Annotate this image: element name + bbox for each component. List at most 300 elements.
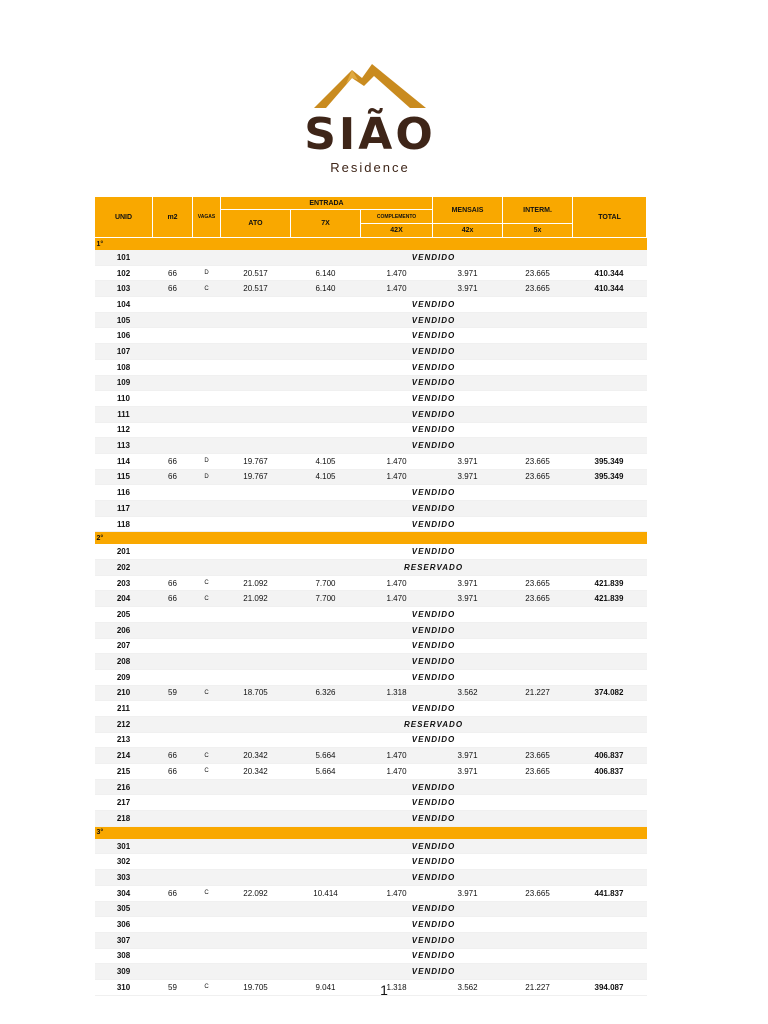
empty-cell (193, 516, 221, 532)
unit-interm: 23.665 (503, 748, 573, 764)
header-complemento: COMPLEMENTO (361, 210, 433, 224)
unit-total: 421.839 (573, 591, 647, 607)
unit-parking: D (193, 265, 221, 281)
unit-number: 214 (95, 748, 153, 764)
empty-cell (153, 901, 193, 917)
unit-interm: 23.665 (503, 281, 573, 297)
unit-area: 66 (153, 764, 193, 780)
unit-status: VENDIDO (221, 544, 647, 559)
unit-total: 374.082 (573, 685, 647, 701)
unit-7x: 6.140 (291, 281, 361, 297)
unit-row (95, 622, 647, 638)
unit-area: 66 (153, 265, 193, 281)
unit-status: VENDIDO (221, 654, 647, 670)
unit-status: VENDIDO (221, 964, 647, 980)
unit-row (95, 654, 647, 670)
unit-parking: C (193, 885, 221, 901)
unit-number: 216 (95, 779, 153, 795)
unit-row (95, 359, 647, 375)
unit-status: VENDIDO (221, 391, 647, 407)
unit-row (95, 839, 647, 854)
unit-number: 108 (95, 359, 153, 375)
unit-row (95, 964, 647, 980)
empty-cell (153, 406, 193, 422)
unit-parking: C (193, 591, 221, 607)
empty-cell (193, 485, 221, 501)
unit-number: 201 (95, 544, 153, 559)
unit-area: 66 (153, 591, 193, 607)
empty-cell (193, 560, 221, 576)
empty-cell (193, 901, 221, 917)
unit-7x: 4.105 (291, 469, 361, 485)
unit-status: VENDIDO (221, 732, 647, 748)
unit-number: 306 (95, 917, 153, 933)
empty-cell (193, 297, 221, 313)
unit-status: VENDIDO (221, 638, 647, 654)
unit-status: VENDIDO (221, 359, 647, 375)
empty-cell (153, 544, 193, 559)
unit-row (95, 701, 647, 717)
unit-row (95, 375, 647, 391)
unit-status: VENDIDO (221, 344, 647, 360)
unit-status: VENDIDO (221, 375, 647, 391)
empty-cell (153, 964, 193, 980)
empty-cell (193, 701, 221, 717)
empty-cell (153, 501, 193, 517)
unit-interm: 23.665 (503, 885, 573, 901)
empty-cell (153, 948, 193, 964)
empty-cell (153, 839, 193, 854)
unit-number: 109 (95, 375, 153, 391)
price-table-body (95, 238, 647, 996)
unit-ato: 20.342 (221, 764, 291, 780)
unit-area: 66 (153, 281, 193, 297)
header-complemento-42x: 42X (361, 224, 433, 238)
unit-row (95, 453, 647, 469)
unit-row (95, 591, 647, 607)
empty-cell (153, 344, 193, 360)
header-interm-5x: 5x (503, 224, 573, 238)
header-7x: 7X (291, 210, 361, 238)
unit-complemento: 1.470 (361, 281, 433, 297)
empty-cell (153, 795, 193, 811)
empty-cell (193, 795, 221, 811)
unit-total: 394.087 (573, 979, 647, 995)
empty-cell (153, 732, 193, 748)
unit-mensais: 3.971 (433, 748, 503, 764)
unit-row (95, 575, 647, 591)
unit-number: 305 (95, 901, 153, 917)
unit-number: 307 (95, 932, 153, 948)
floor-label: 2° (95, 532, 647, 545)
empty-cell (193, 501, 221, 517)
unit-row (95, 250, 647, 265)
unit-status: VENDIDO (221, 438, 647, 454)
unit-mensais: 3.971 (433, 764, 503, 780)
empty-cell (153, 250, 193, 265)
unit-status: RESERVADO (221, 560, 647, 576)
unit-mensais: 3.971 (433, 281, 503, 297)
empty-cell (153, 654, 193, 670)
unit-ato: 22.092 (221, 885, 291, 901)
unit-number: 113 (95, 438, 153, 454)
unit-status: VENDIDO (221, 795, 647, 811)
unit-status: VENDIDO (221, 669, 647, 685)
empty-cell (193, 948, 221, 964)
price-table (94, 196, 647, 996)
empty-cell (153, 328, 193, 344)
unit-total: 441.837 (573, 885, 647, 901)
unit-status: VENDIDO (221, 516, 647, 532)
unit-number: 217 (95, 795, 153, 811)
empty-cell (153, 811, 193, 827)
unit-parking: C (193, 764, 221, 780)
unit-ato: 21.092 (221, 575, 291, 591)
unit-area: 66 (153, 885, 193, 901)
unit-number: 302 (95, 854, 153, 870)
empty-cell (193, 622, 221, 638)
header-mensais-42x: 42x (433, 224, 503, 238)
logo (300, 58, 440, 178)
empty-cell (193, 422, 221, 438)
unit-number: 309 (95, 964, 153, 980)
unit-row (95, 485, 647, 501)
unit-status: VENDIDO (221, 932, 647, 948)
unit-row (95, 854, 647, 870)
brand-subtitle: Residence (330, 160, 410, 175)
unit-status: VENDIDO (221, 622, 647, 638)
unit-area: 59 (153, 979, 193, 995)
unit-area: 66 (153, 575, 193, 591)
unit-mensais: 3.562 (433, 685, 503, 701)
unit-status: VENDIDO (221, 870, 647, 886)
empty-cell (193, 406, 221, 422)
unit-status: VENDIDO (221, 854, 647, 870)
empty-cell (193, 732, 221, 748)
empty-cell (193, 669, 221, 685)
unit-number: 118 (95, 516, 153, 532)
brand-name: SIÃO (304, 109, 436, 160)
unit-ato: 21.092 (221, 591, 291, 607)
empty-cell (193, 870, 221, 886)
unit-total: 395.349 (573, 453, 647, 469)
unit-number: 106 (95, 328, 153, 344)
unit-7x: 6.326 (291, 685, 361, 701)
unit-number: 204 (95, 591, 153, 607)
empty-cell (153, 560, 193, 576)
unit-number: 210 (95, 685, 153, 701)
empty-cell (153, 854, 193, 870)
unit-row (95, 811, 647, 827)
unit-ato: 20.517 (221, 281, 291, 297)
unit-parking: C (193, 685, 221, 701)
unit-number: 301 (95, 839, 153, 854)
unit-number: 218 (95, 811, 153, 827)
empty-cell (153, 516, 193, 532)
unit-row (95, 901, 647, 917)
unit-row (95, 885, 647, 901)
unit-ato: 19.767 (221, 453, 291, 469)
empty-cell (153, 669, 193, 685)
unit-number: 209 (95, 669, 153, 685)
unit-7x: 5.664 (291, 748, 361, 764)
unit-ato: 19.767 (221, 469, 291, 485)
unit-row (95, 932, 647, 948)
unit-mensais: 3.971 (433, 575, 503, 591)
empty-cell (193, 375, 221, 391)
unit-complemento: 1.318 (361, 979, 433, 995)
header-vagas: VAGAS (193, 197, 221, 238)
unit-mensais: 3.971 (433, 453, 503, 469)
unit-row (95, 438, 647, 454)
unit-total: 406.837 (573, 764, 647, 780)
unit-row (95, 607, 647, 623)
unit-area: 66 (153, 469, 193, 485)
empty-cell (153, 485, 193, 501)
unit-status: VENDIDO (221, 485, 647, 501)
empty-cell (193, 638, 221, 654)
unit-number: 215 (95, 764, 153, 780)
header-ato: ATO (221, 210, 291, 238)
unit-row (95, 312, 647, 328)
unit-status: VENDIDO (221, 328, 647, 344)
unit-row (95, 391, 647, 407)
unit-row (95, 716, 647, 732)
unit-mensais: 3.971 (433, 591, 503, 607)
unit-row (95, 469, 647, 485)
unit-number: 304 (95, 885, 153, 901)
page-number: 1 (380, 982, 388, 998)
unit-interm: 21.227 (503, 979, 573, 995)
unit-number: 101 (95, 250, 153, 265)
unit-number: 213 (95, 732, 153, 748)
unit-ato: 18.705 (221, 685, 291, 701)
empty-cell (153, 422, 193, 438)
unit-number: 107 (95, 344, 153, 360)
empty-cell (193, 312, 221, 328)
unit-status: VENDIDO (221, 250, 647, 265)
unit-number: 117 (95, 501, 153, 517)
unit-interm: 23.665 (503, 469, 573, 485)
empty-cell (153, 622, 193, 638)
unit-row (95, 344, 647, 360)
floor-header-row (95, 826, 647, 839)
empty-cell (193, 716, 221, 732)
unit-interm: 23.665 (503, 575, 573, 591)
floor-label: 1° (95, 238, 647, 251)
unit-status: VENDIDO (221, 901, 647, 917)
empty-cell (193, 811, 221, 827)
unit-number: 111 (95, 406, 153, 422)
unit-7x: 10.414 (291, 885, 361, 901)
empty-cell (193, 854, 221, 870)
floor-header-row (95, 238, 647, 251)
unit-status: VENDIDO (221, 701, 647, 717)
unit-mensais: 3.971 (433, 469, 503, 485)
unit-row (95, 732, 647, 748)
empty-cell (193, 779, 221, 795)
unit-row (95, 685, 647, 701)
unit-complemento: 1.318 (361, 685, 433, 701)
unit-status: VENDIDO (221, 811, 647, 827)
unit-area: 59 (153, 685, 193, 701)
unit-row (95, 948, 647, 964)
unit-row (95, 516, 647, 532)
unit-7x: 9.041 (291, 979, 361, 995)
header-interm: INTERM. (503, 197, 573, 224)
unit-parking: C (193, 748, 221, 764)
unit-total: 410.344 (573, 265, 647, 281)
unit-total: 395.349 (573, 469, 647, 485)
empty-cell (193, 438, 221, 454)
unit-status: VENDIDO (221, 501, 647, 517)
unit-parking: C (193, 979, 221, 995)
unit-complemento: 1.470 (361, 764, 433, 780)
unit-row (95, 406, 647, 422)
unit-status: VENDIDO (221, 917, 647, 933)
unit-row (95, 795, 647, 811)
unit-ato: 20.517 (221, 265, 291, 281)
unit-number: 110 (95, 391, 153, 407)
unit-row (95, 764, 647, 780)
unit-complemento: 1.470 (361, 453, 433, 469)
unit-number: 303 (95, 870, 153, 886)
unit-number: 212 (95, 716, 153, 732)
empty-cell (153, 932, 193, 948)
empty-cell (193, 654, 221, 670)
empty-cell (153, 607, 193, 623)
unit-7x: 4.105 (291, 453, 361, 469)
unit-number: 203 (95, 575, 153, 591)
unit-interm: 23.665 (503, 591, 573, 607)
unit-total: 410.344 (573, 281, 647, 297)
unit-area: 66 (153, 453, 193, 469)
unit-number: 103 (95, 281, 153, 297)
empty-cell (193, 932, 221, 948)
unit-number: 211 (95, 701, 153, 717)
header-mensais: MENSAIS (433, 197, 503, 224)
unit-row (95, 638, 647, 654)
unit-interm: 23.665 (503, 265, 573, 281)
empty-cell (193, 964, 221, 980)
unit-total: 421.839 (573, 575, 647, 591)
unit-number: 208 (95, 654, 153, 670)
unit-status: VENDIDO (221, 607, 647, 623)
unit-row (95, 281, 647, 297)
empty-cell (193, 359, 221, 375)
unit-number: 102 (95, 265, 153, 281)
unit-row (95, 422, 647, 438)
empty-cell (153, 779, 193, 795)
empty-cell (153, 312, 193, 328)
empty-cell (193, 917, 221, 933)
unit-status: VENDIDO (221, 297, 647, 313)
unit-number: 112 (95, 422, 153, 438)
unit-7x: 7.700 (291, 575, 361, 591)
unit-complemento: 1.470 (361, 469, 433, 485)
unit-status: VENDIDO (221, 406, 647, 422)
unit-complemento: 1.470 (361, 885, 433, 901)
header-unid: UNID (95, 197, 153, 238)
unit-row (95, 748, 647, 764)
empty-cell (153, 359, 193, 375)
unit-ato: 19.705 (221, 979, 291, 995)
unit-number: 104 (95, 297, 153, 313)
empty-cell (193, 839, 221, 854)
unit-number: 202 (95, 560, 153, 576)
unit-row (95, 669, 647, 685)
empty-cell (193, 544, 221, 559)
unit-interm: 23.665 (503, 764, 573, 780)
header-total: TOTAL (573, 197, 647, 238)
unit-row (95, 501, 647, 517)
unit-row (95, 560, 647, 576)
unit-complemento: 1.470 (361, 591, 433, 607)
unit-number: 206 (95, 622, 153, 638)
unit-row (95, 544, 647, 559)
unit-number: 115 (95, 469, 153, 485)
empty-cell (153, 701, 193, 717)
unit-number: 308 (95, 948, 153, 964)
unit-row (95, 779, 647, 795)
unit-status: VENDIDO (221, 839, 647, 854)
unit-mensais: 3.971 (433, 885, 503, 901)
unit-complemento: 1.470 (361, 575, 433, 591)
unit-total: 406.837 (573, 748, 647, 764)
unit-status: VENDIDO (221, 948, 647, 964)
unit-row (95, 917, 647, 933)
unit-status: VENDIDO (221, 312, 647, 328)
unit-mensais: 3.971 (433, 265, 503, 281)
unit-number: 310 (95, 979, 153, 995)
unit-row (95, 979, 647, 995)
empty-cell (193, 607, 221, 623)
unit-row (95, 870, 647, 886)
unit-7x: 5.664 (291, 764, 361, 780)
unit-row (95, 297, 647, 313)
mountain-logo-icon (312, 58, 428, 110)
unit-number: 205 (95, 607, 153, 623)
unit-7x: 6.140 (291, 265, 361, 281)
unit-parking: D (193, 469, 221, 485)
empty-cell (193, 250, 221, 265)
unit-ato: 20.342 (221, 748, 291, 764)
unit-row (95, 265, 647, 281)
empty-cell (153, 638, 193, 654)
empty-cell (153, 716, 193, 732)
empty-cell (153, 375, 193, 391)
empty-cell (153, 438, 193, 454)
unit-parking: C (193, 575, 221, 591)
header-entrada: ENTRADA (221, 197, 433, 210)
empty-cell (193, 344, 221, 360)
unit-row (95, 328, 647, 344)
floor-header-row (95, 532, 647, 545)
empty-cell (193, 391, 221, 407)
empty-cell (193, 328, 221, 344)
unit-status: VENDIDO (221, 779, 647, 795)
header-m2: m2 (153, 197, 193, 238)
unit-number: 114 (95, 453, 153, 469)
unit-area: 66 (153, 748, 193, 764)
unit-number: 116 (95, 485, 153, 501)
unit-interm: 21.227 (503, 685, 573, 701)
unit-status: RESERVADO (221, 716, 647, 732)
unit-parking: C (193, 281, 221, 297)
empty-cell (153, 297, 193, 313)
unit-mensais: 3.562 (433, 979, 503, 995)
floor-label: 3° (95, 826, 647, 839)
